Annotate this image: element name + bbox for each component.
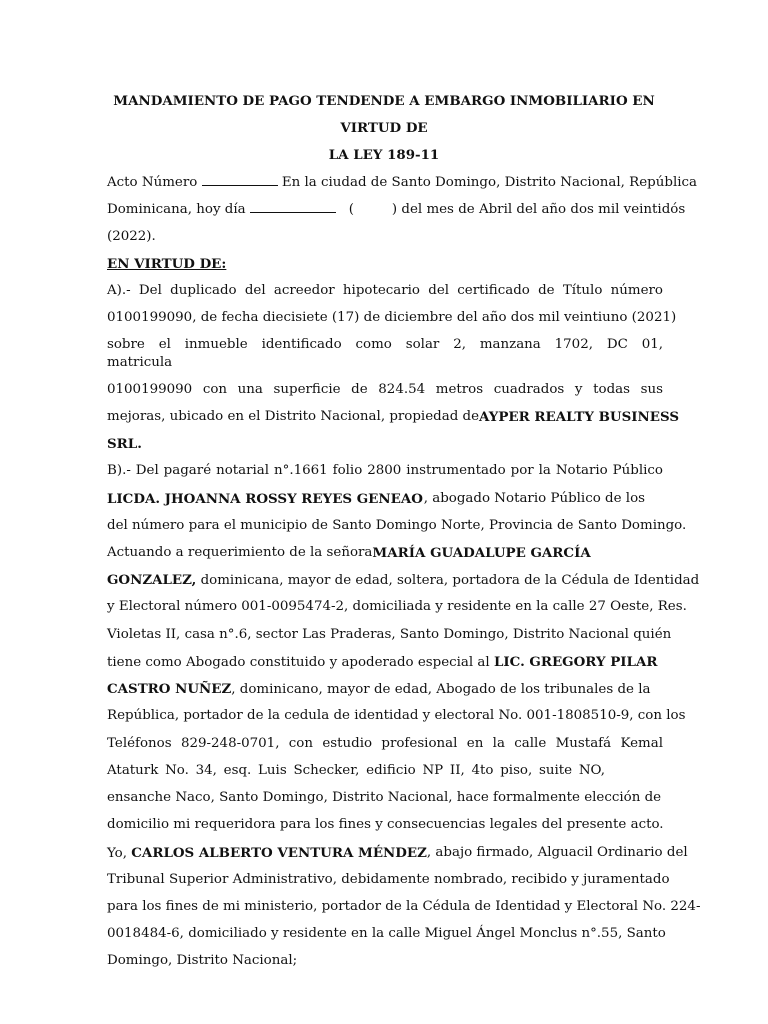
client-name-part-1: MARÍA GUADALUPE GARCÍA (372, 545, 591, 561)
en-virtud-heading: EN VIRTUD DE: (107, 256, 227, 272)
requerimiento-text: Actuando a requerimiento de la señora (107, 545, 373, 560)
section-a-line-3: sobre el inmueble identificado como solar 2, manzana 1702, DC 01, (107, 337, 663, 352)
section-b-line-10: República, portador de la cedula de identidad y electoral No. 001-1808510-9, con los (107, 708, 686, 723)
section-a-line-5: 0100199090 con una superficie de 824.54 metros cuadrados y todas sus (107, 382, 663, 397)
section-b-line-14: domicilio mi requeridora para los fines y consecuencias legales del presente acto. (107, 817, 664, 832)
notary-name: LICDA. JHOANNA ROSSY REYES GENEAO (107, 491, 423, 507)
section-a-line-4: matricula (107, 355, 173, 370)
section-a-line-1: A).- Del duplicado del acreedor hipotecario del certificado de Título número (107, 283, 663, 298)
section-b-line-4 (107, 544, 591, 562)
client-name-part-2: GONZALEZ, (107, 572, 197, 588)
acto-day-blank (250, 201, 336, 213)
section-a-line-6 (107, 408, 680, 426)
section-b-line-6: y Electoral número 001-0095474-2, domiciliada y residente en la calle 27 Oeste, Res. (107, 599, 687, 614)
section-b-line-12: Ataturk No. 34, esq. Luis Schecker, edificio NP II, 4to piso, suite NO, (107, 763, 605, 778)
document-title (100, 88, 668, 169)
acto-line-1 (107, 174, 698, 192)
section-a-line-7: SRL. (107, 436, 142, 452)
section-yo-line-3: para los fines de mi ministerio, portador de la Cédula de Identidad y Electoral No. 224- (107, 899, 701, 914)
section-b-line-9 (107, 680, 663, 699)
title-line-2: LA LEY 189-11 (328, 147, 440, 163)
bailiff-intro (107, 844, 427, 863)
section-b-line-8 (107, 653, 663, 672)
section-yo-line-5: Domingo, Distrito Nacional; (107, 953, 298, 968)
section-b-line-1: B).- Del pagaré notarial n°.1661 folio 2800 instrumentado por la Notario Público (107, 463, 663, 478)
title-line-1: MANDAMIENTO DE PAGO TENDENDE A EMBARGO INMOBILIARIO EN VIRTUD DE (113, 93, 655, 136)
client-details-text: dominicana, mayor de edad, soltera, portadora de la Cédula de Identidad (196, 573, 700, 588)
acto-month-text: ) del mes de Abril del año dos mil veintidós (391, 202, 686, 217)
section-yo-line-2: Tribunal Superior Administrativo, debidamente nombrado, recibido y juramentado (107, 872, 670, 887)
bailiff-role-text: , abajo firmado, Alguacil Ordinario del (426, 845, 688, 860)
bailiff-name: CARLOS ALBERTO VENTURA MÉNDEZ (131, 845, 427, 861)
acto-paren-open: ( (348, 202, 354, 217)
section-a-property-text: mejoras, ubicado en el Distrito Nacional, propiedad de (107, 409, 480, 424)
section-b-line-7: Violetas II, casa n°.6, sector Las Praderas, Santo Domingo, Distrito Nacional quién (107, 627, 672, 642)
acto-place-text: En la ciudad de Santo Domingo, Distrito Nacional, República (281, 175, 698, 190)
section-a-line-2: 0100199090, de fecha diecisiete (17) de diciembre del año dos mil veintiuno (2021) (107, 310, 677, 325)
owner-name: AYPER REALTY BUSINESS (479, 409, 680, 425)
lawyer-name-part-2: CASTRO NUÑEZ (107, 681, 232, 697)
section-b-line-3: del número para el municipio de Santo Domingo Norte, Provincia de Santo Domingo. (107, 518, 687, 533)
section-b-line-13: ensanche Naco, Santo Domingo, Distrito Nacional, hace formalmente elección de (107, 790, 662, 805)
section-b-line-2 (107, 490, 645, 508)
yo-text: Yo, (107, 846, 127, 861)
section-yo-line-1 (107, 844, 688, 863)
acto-label: Acto Número (107, 175, 198, 190)
abogado-text: tiene como Abogado constituido y apoderado especial al (107, 655, 490, 670)
notary-role-text: , abogado Notario Público de los (423, 491, 645, 506)
section-b-line-5 (107, 571, 700, 590)
acto-date-label: Dominicana, hoy día (107, 202, 246, 217)
lawyer-details-text: , dominicano, mayor de edad, Abogado de los tribunales de la (231, 682, 651, 697)
section-b-line-11: Teléfonos 829-248-0701, con estudio profesional en la calle Mustafá Kemal (107, 736, 663, 751)
acto-line-3: (2022). (107, 229, 156, 244)
acto-number-blank (202, 174, 278, 186)
acto-line-2 (107, 201, 686, 219)
lawyer-name-part-1: LIC. GREGORY PILAR (493, 654, 658, 670)
section-yo-line-4: 0018484-6, domiciliado y residente en la calle Miguel Ángel Monclus n°.55, Santo (107, 926, 666, 941)
